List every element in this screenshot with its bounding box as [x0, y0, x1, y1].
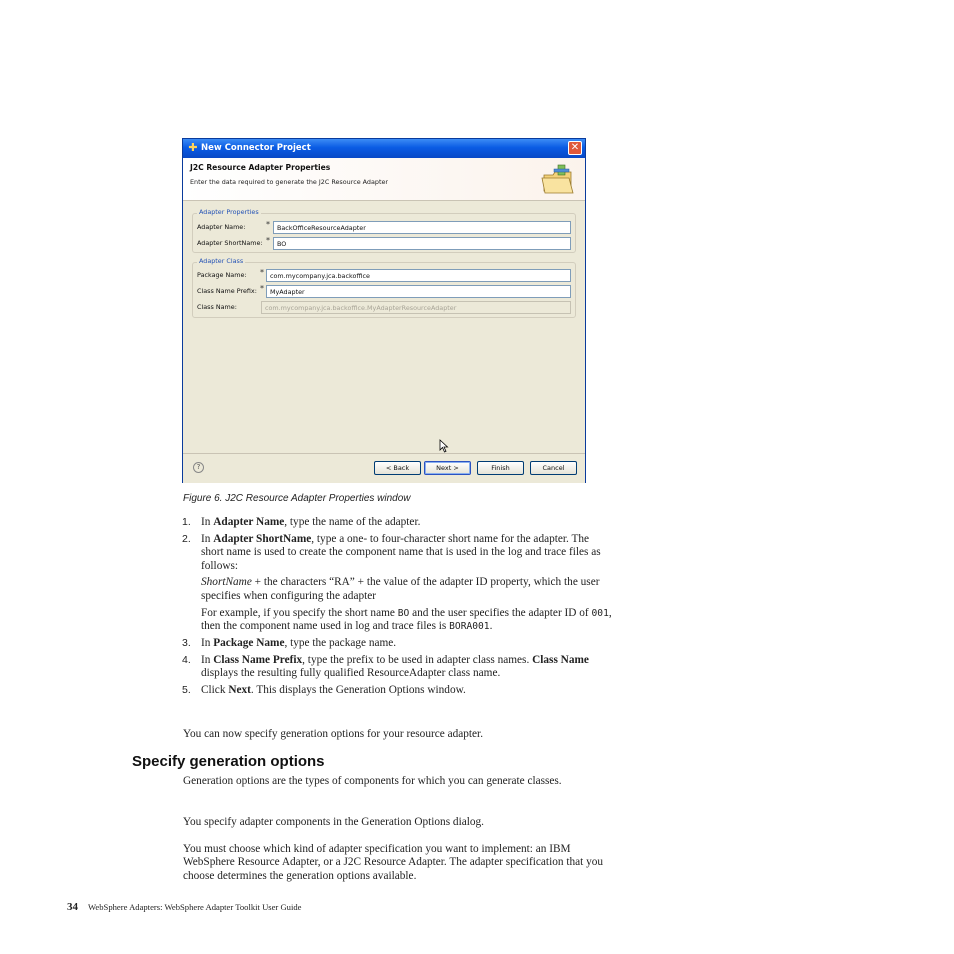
shortname-example: For example, if you specify the short name BO and the user specifies the adapter ID of 001, then the component name used in log and trace files is BORA001.	[201, 606, 612, 633]
new-connector-project-dialog	[182, 138, 586, 483]
mouse-pointer-icon	[439, 439, 449, 453]
adapter-class-legend: Adapter Class	[199, 257, 244, 265]
connector-project-icon: ✚	[188, 141, 198, 154]
package-name-label: Package Name:	[197, 271, 247, 279]
back-button[interactable]: < Back	[374, 461, 421, 475]
wizard-header	[183, 158, 585, 201]
package-name-input[interactable]: com.mycompany.jca.backoffice	[266, 269, 571, 282]
adapter-name-row	[197, 221, 571, 234]
page-number: 34	[67, 901, 78, 913]
adapter-name-label: Adapter Name:	[197, 223, 246, 231]
dialog-titlebar	[183, 139, 585, 158]
help-icon[interactable]: ?	[193, 462, 204, 473]
adapter-shortname-label: Adapter ShortName:	[197, 239, 263, 247]
section-paragraph: You must choose which kind of adapter specification you want to implement: an IBM WebSphere Resource Adapter, or a J2C Resource Adapter. The adapter specification that you choose determines the generation options available.	[183, 843, 604, 882]
required-marker: *	[266, 220, 270, 229]
folder-wizard-icon	[541, 163, 575, 197]
class-name-field: com.mycompany.jca.backoffice.MyAdapterResourceAdapter	[261, 301, 571, 314]
wizard-page-title: J2C Resource Adapter Properties	[190, 163, 331, 172]
page-footer	[67, 901, 301, 913]
after-steps-paragraph: You can now specify generation options for your resource adapter.	[183, 728, 484, 740]
finish-button[interactable]: Finish	[477, 461, 524, 475]
list-item: 3. In Package Name, type the package name.	[182, 636, 397, 649]
wizard-footer	[183, 453, 585, 483]
required-marker: *	[260, 284, 264, 293]
list-item: 5. Click Next. This displays the Generation Options window.	[182, 683, 466, 696]
class-prefix-row	[197, 285, 571, 298]
shortname-formula: ShortName + the characters “RA” + the value of the adapter ID property, which the user specifies when configuring the adapter	[201, 576, 600, 602]
close-button[interactable]: ✕	[568, 141, 582, 155]
next-button[interactable]: Next >	[424, 461, 471, 475]
steps-list	[182, 516, 612, 701]
adapter-properties-legend: Adapter Properties	[199, 208, 259, 216]
class-prefix-label: Class Name Prefix:	[197, 287, 257, 295]
adapter-shortname-input[interactable]: BO	[273, 237, 571, 250]
class-prefix-input[interactable]: MyAdapter	[266, 285, 571, 298]
class-name-row	[197, 301, 571, 314]
wizard-body	[183, 201, 585, 453]
required-marker: *	[266, 236, 270, 245]
figure-caption: Figure 6. J2C Resource Adapter Properties window	[183, 493, 411, 504]
section-paragraph: Generation options are the types of components for which you can generate classes.	[183, 775, 562, 787]
list-item: 4. In Class Name Prefix, type the prefix to be used in adapter class names. Class Name displays the resulting fully qualified ResourceAdapter class name.	[182, 653, 589, 680]
package-name-row	[197, 269, 571, 282]
section-paragraph: You specify adapter components in the Generation Options dialog.	[183, 816, 484, 828]
adapter-shortname-row	[197, 237, 571, 250]
adapter-properties-group	[192, 208, 576, 253]
list-item: 2. In Adapter ShortName, type a one- to four-character short name for the adapter. The short name is used to create the component name that is used in the log and trace files as follows: ShortName + the characters “RA” + the value of the adapter ID property, which the user specifies when configuring the adapter For example, if you specify the short name BO and the user specifies the adapter ID of 001, then the component name used in log and trace files is BORA001.	[182, 532, 612, 633]
dialog-title: New Connector Project	[201, 143, 311, 153]
adapter-name-input[interactable]: BackOfficeResourceAdapter	[273, 221, 571, 234]
wizard-page-description: Enter the data required to generate the J2C Resource Adapter	[190, 178, 389, 186]
class-name-label: Class Name:	[197, 303, 237, 311]
book-title: WebSphere Adapters: WebSphere Adapter Toolkit User Guide	[88, 902, 302, 912]
cancel-button[interactable]: Cancel	[530, 461, 577, 475]
required-marker: *	[260, 268, 264, 277]
section-heading: Specify generation options	[132, 753, 325, 770]
list-item: 1. In Adapter Name, type the name of the adapter.	[182, 516, 421, 528]
adapter-class-group	[192, 257, 576, 318]
